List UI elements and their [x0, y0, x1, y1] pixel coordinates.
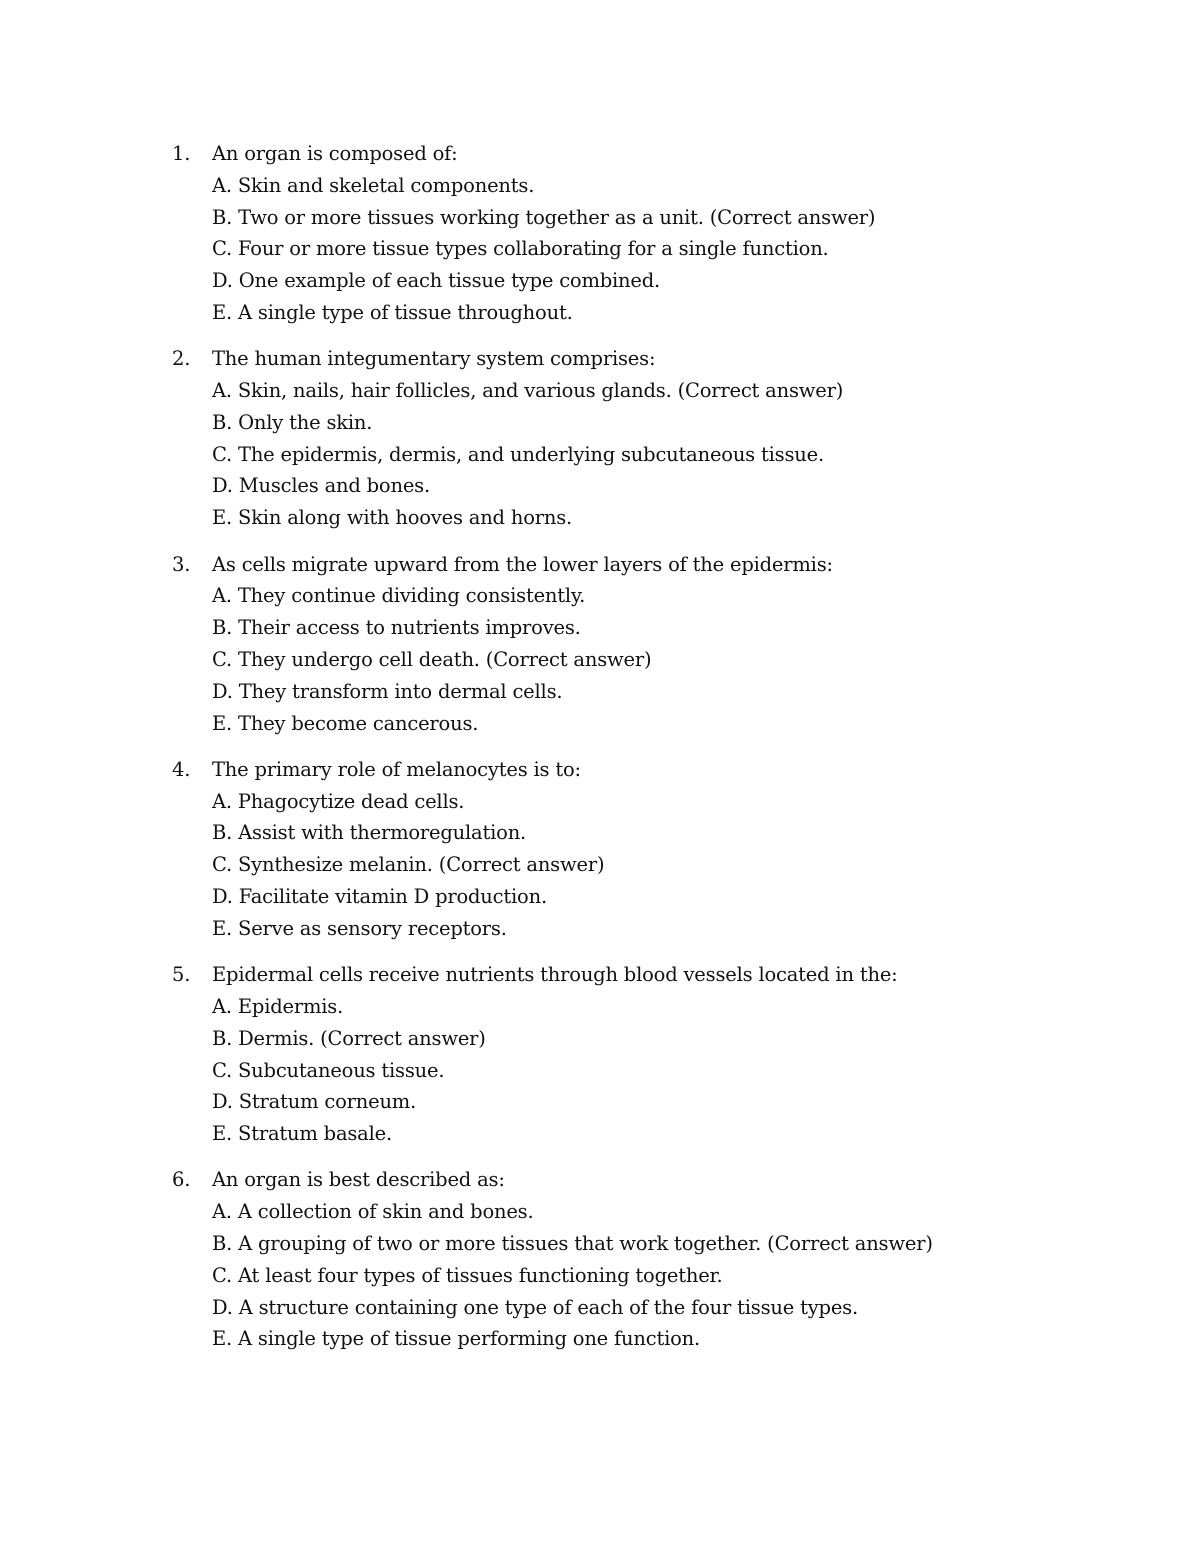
question-stem: [172, 549, 1072, 581]
question-stem: [172, 959, 1072, 991]
option-a: A. They continue dividing consistently.: [212, 584, 586, 608]
question-text: The human integumentary system comprises:: [212, 347, 656, 371]
question-text: An organ is best described as:: [212, 1168, 505, 1192]
option-e: E. Skin along with hooves and horns.: [212, 506, 573, 530]
option-c: C. They undergo cell death. (Correct answer): [212, 647, 652, 671]
option-a: A. Epidermis.: [212, 994, 344, 1018]
question-4: [172, 754, 1072, 945]
question-number: 2.: [172, 347, 191, 371]
option-d: D. They transform into dermal cells.: [212, 679, 563, 703]
option-c: C. At least four types of tissues functioning together.: [212, 1263, 723, 1287]
option-e: E. They become cancerous.: [212, 711, 479, 735]
option-b: B. Their access to nutrients improves.: [212, 616, 581, 640]
question-number: 3.: [172, 552, 191, 576]
question-3: [172, 549, 1072, 740]
option-a: A. Skin and skeletal components.: [212, 173, 535, 197]
option-b: B. Dermis. (Correct answer): [212, 1026, 486, 1050]
question-2: [172, 343, 1072, 534]
option-a: A. Phagocytize dead cells.: [212, 789, 465, 813]
question-stem: [172, 343, 1072, 375]
option-b: B. A grouping of two or more tissues that work together. (Correct answer): [212, 1232, 933, 1255]
option-c: C. The epidermis, dermis, and underlying subcutaneous tissue.: [212, 442, 824, 466]
question-number: 4.: [172, 757, 191, 781]
question-text: The primary role of melanocytes is to:: [212, 757, 581, 781]
option-d: D. Facilitate vitamin D production.: [212, 885, 547, 909]
option-e: E. A single type of tissue performing one function.: [212, 1327, 701, 1351]
question-stem: [172, 138, 1072, 170]
option-b: B. Assist with thermoregulation.: [212, 821, 527, 845]
question-stem: [172, 1164, 1072, 1196]
option-a: A. A collection of skin and bones.: [212, 1200, 534, 1224]
question-6: [172, 1164, 1072, 1355]
option-e: E. Stratum basale.: [212, 1122, 392, 1146]
option-d: D. Stratum corneum.: [212, 1090, 417, 1114]
option-b: B. Two or more tissues working together as a unit. (Correct answer): [212, 205, 876, 229]
option-d: D. Muscles and bones.: [212, 474, 430, 498]
question-text: Epidermal cells receive nutrients through blood vessels located in the:: [212, 963, 898, 987]
question-text: As cells migrate upward from the lower layers of the epidermis:: [212, 552, 833, 576]
question-1: [172, 138, 1072, 329]
question-stem: [172, 754, 1072, 786]
option-e: E. Serve as sensory receptors.: [212, 916, 507, 940]
question-5: [172, 959, 1072, 1150]
option-c: C. Four or more tissue types collaborating for a single function.: [212, 237, 829, 261]
question-list: [172, 138, 1072, 1370]
option-b: B. Only the skin.: [212, 410, 373, 434]
question-number: 5.: [172, 963, 191, 987]
question-number: 6.: [172, 1168, 191, 1192]
option-c: C. Synthesize melanin. (Correct answer): [212, 853, 605, 877]
option-c: C. Subcutaneous tissue.: [212, 1058, 445, 1082]
question-number: 1.: [172, 142, 191, 165]
option-d: D. One example of each tissue type combined.: [212, 269, 661, 293]
question-text: An organ is composed of:: [212, 142, 458, 165]
option-e: E. A single type of tissue throughout.: [212, 300, 573, 324]
option-a: A. Skin, nails, hair follicles, and various glands. (Correct answer): [212, 379, 844, 403]
option-d: D. A structure containing one type of each of the four tissue types.: [212, 1295, 858, 1319]
